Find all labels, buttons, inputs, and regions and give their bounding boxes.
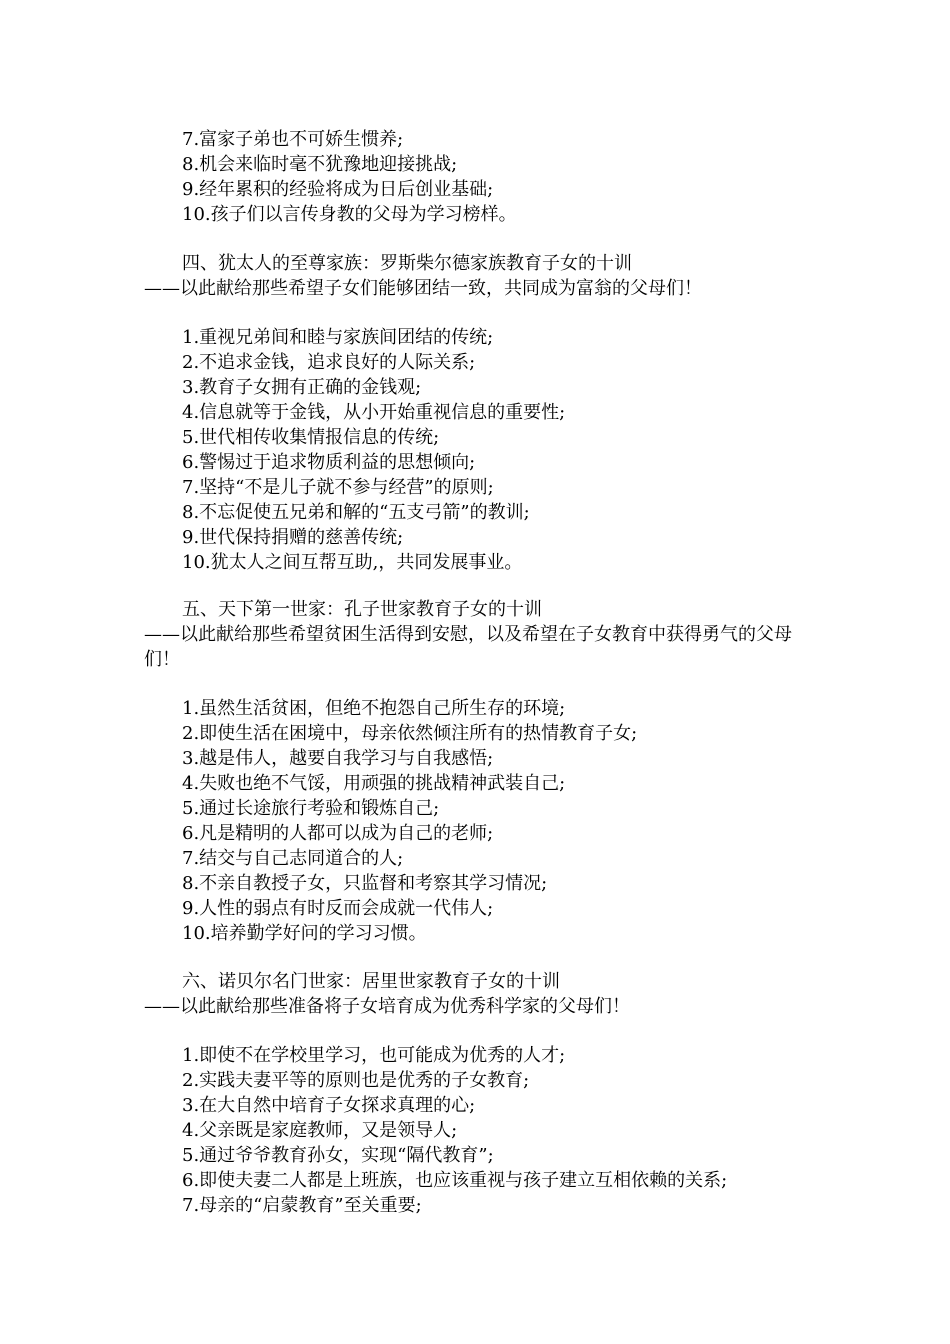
section-rothschild-list bbox=[0, 325, 950, 575]
list-item: 6.即使夫妻二人都是上班族，也应该重视与孩子建立互相依赖的关系; bbox=[182, 1170, 728, 1191]
list-item: 2.即使生活在困境中，母亲依然倾注所有的热情教育子女; bbox=[182, 723, 638, 744]
list-item: 5.通过长途旅行考验和锻炼自己; bbox=[182, 798, 440, 819]
section-heading: 五、天下第一世家：孔子世家教育子女的十训 bbox=[182, 599, 542, 620]
section-heading: 六、诺贝尔名门世家：居里世家教育子女的十训 bbox=[182, 971, 560, 992]
intro-list bbox=[0, 127, 950, 227]
list-item: 4.失败也绝不气馁，用顽强的挑战精神武装自己; bbox=[182, 773, 566, 794]
list-item: 6.警惕过于追求物质利益的思想倾向; bbox=[182, 452, 476, 473]
list-item: 1.重视兄弟间和睦与家族间团结的传统; bbox=[182, 327, 494, 348]
section-curie bbox=[0, 969, 950, 1019]
list-item: 7.坚持“不是儿子就不参与经营”的原则; bbox=[182, 477, 494, 498]
section-dedication: ——以此献给那些希望子女们能够团结一致，共同成为富翁的父母们！ bbox=[144, 278, 702, 299]
list-item: 2.实践夫妻平等的原则也是优秀的子女教育; bbox=[182, 1070, 530, 1091]
list-item: 6.凡是精明的人都可以成为自己的老师; bbox=[182, 823, 494, 844]
section-heading: 四、犹太人的至尊家族：罗斯柴尔德家族教育子女的十训 bbox=[182, 253, 632, 274]
list-item: 8.不亲自教授子女，只监督和考察其学习情况; bbox=[182, 873, 548, 894]
list-item: 9.人性的弱点有时反而会成就一代伟人; bbox=[182, 898, 494, 919]
list-item: 4.父亲既是家庭教师，又是领导人; bbox=[182, 1120, 458, 1141]
list-item: 5.世代相传收集情报信息的传统; bbox=[182, 427, 440, 448]
section-curie-list bbox=[0, 1043, 950, 1218]
list-item: 7.富家子弟也不可娇生惯养; bbox=[182, 129, 404, 150]
list-item: 5.通过爷爷教育孙女，实现“隔代教育”; bbox=[182, 1145, 494, 1166]
list-item: 4.信息就等于金钱，从小开始重视信息的重要性; bbox=[182, 402, 566, 423]
section-confucius bbox=[0, 597, 950, 672]
list-item: 2.不追求金钱，追求良好的人际关系; bbox=[182, 352, 476, 373]
list-item: 1.虽然生活贫困，但绝不抱怨自己所生存的环境; bbox=[182, 698, 566, 719]
list-item: 10.孩子们以言传身教的父母为学习榜样。 bbox=[182, 204, 517, 225]
list-item: 10.培养勤学好问的学习习惯。 bbox=[182, 923, 427, 944]
list-item: 7.结交与自己志同道合的人; bbox=[182, 848, 404, 869]
list-item: 10.犹太人之间互帮互助,，共同发展事业。 bbox=[182, 552, 523, 573]
section-dedication: ——以此献给那些准备将子女培育成为优秀科学家的父母们！ bbox=[144, 996, 630, 1017]
list-item: 7.母亲的“启蒙教育”至关重要; bbox=[182, 1195, 422, 1216]
section-dedication: ——以此献给那些希望贫困生活得到安慰，以及希望在子女教育中获得勇气的父母们！ bbox=[144, 624, 792, 670]
list-item: 3.教育子女拥有正确的金钱观; bbox=[182, 377, 422, 398]
list-item: 8.不忘促使五兄弟和解的“五支弓箭”的教训; bbox=[182, 502, 530, 523]
list-item: 8.机会来临时毫不犹豫地迎接挑战; bbox=[182, 154, 458, 175]
section-rothschild bbox=[0, 251, 950, 301]
list-item: 3.在大自然中培育子女探求真理的心; bbox=[182, 1095, 476, 1116]
list-item: 9.世代保持捐赠的慈善传统; bbox=[182, 527, 404, 548]
list-item: 3.越是伟人，越要自我学习与自我感悟; bbox=[182, 748, 494, 769]
list-item: 1.即使不在学校里学习，也可能成为优秀的人才; bbox=[182, 1045, 566, 1066]
section-confucius-list bbox=[0, 696, 950, 946]
list-item: 9.经年累积的经验将成为日后创业基础; bbox=[182, 179, 494, 200]
